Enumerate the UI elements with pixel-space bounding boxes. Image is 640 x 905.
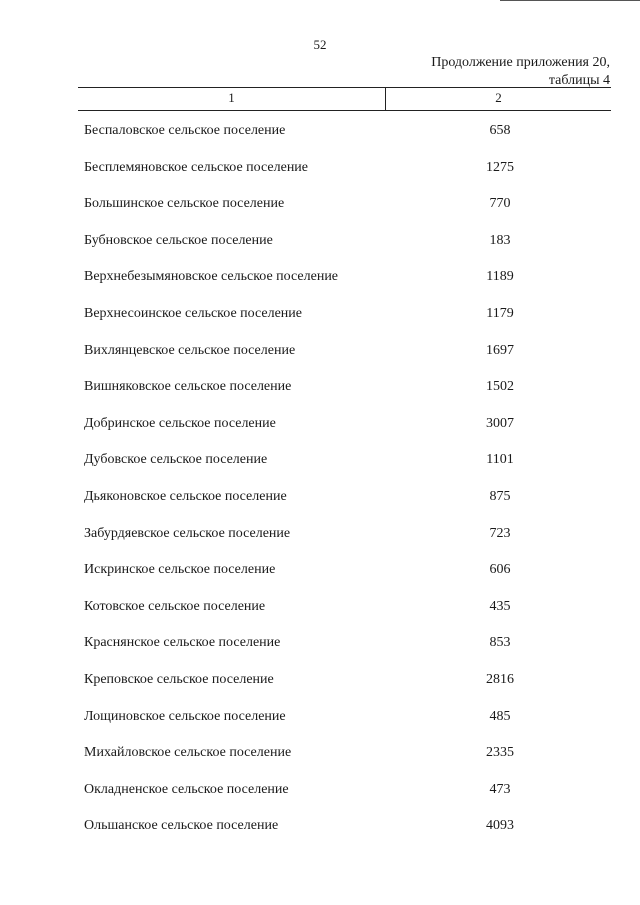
settlement-value: 1101 xyxy=(486,452,514,468)
table-row xyxy=(0,189,640,226)
table-row xyxy=(0,628,640,665)
table-header xyxy=(78,87,611,111)
settlement-value: 2816 xyxy=(486,671,514,687)
top-rule xyxy=(500,0,640,1)
settlement-value: 875 xyxy=(489,488,511,504)
column-header-2: 2 xyxy=(495,90,502,105)
table-row xyxy=(0,372,640,409)
table-row xyxy=(0,299,640,336)
settlement-value: 485 xyxy=(489,708,511,724)
page-number: 52 xyxy=(313,37,327,52)
settlement-name: Искринское сельское поселение xyxy=(84,562,276,578)
table-row xyxy=(0,153,640,190)
settlement-value: 473 xyxy=(489,781,511,797)
settlement-name: Дубовское сельское поселение xyxy=(84,452,268,468)
table-row xyxy=(0,555,640,592)
settlement-name: Михайловское сельское поселение xyxy=(84,745,292,761)
settlement-name: Верхнесоинское сельское поселение xyxy=(84,305,302,321)
settlement-value: 3007 xyxy=(486,415,514,431)
settlement-value: 723 xyxy=(489,525,511,541)
settlement-value: 1275 xyxy=(486,159,514,175)
caption-line-1: Продолжение приложения 20, xyxy=(431,55,610,70)
settlement-value: 183 xyxy=(489,232,511,248)
table-row xyxy=(0,116,640,153)
settlement-name: Верхнебезымяновское сельское поселение xyxy=(84,269,339,285)
table-row xyxy=(0,592,640,629)
table-row xyxy=(0,409,640,446)
table-row xyxy=(0,482,640,519)
settlement-name: Большинское сельское поселение xyxy=(84,196,285,212)
settlement-value: 435 xyxy=(489,598,511,614)
settlement-name: Беспаловское сельское поселение xyxy=(84,123,286,138)
settlement-name: Ольшанское сельское поселение xyxy=(84,818,279,834)
settlement-name: Окладненское сельское поселение xyxy=(84,781,289,797)
caption-line-2: таблицы 4 xyxy=(548,73,610,88)
settlement-name: Краснянское сельское поселение xyxy=(84,635,281,651)
settlement-value: 2335 xyxy=(486,745,514,761)
settlement-value: 4093 xyxy=(486,818,514,834)
settlement-name: Бубновское сельское поселение xyxy=(84,232,273,248)
settlement-value: 1697 xyxy=(486,342,514,358)
table-row xyxy=(0,775,640,812)
settlement-value: 853 xyxy=(489,635,511,651)
settlement-value: 1189 xyxy=(486,269,514,285)
settlement-name: Забурдяевское сельское поселение xyxy=(84,525,291,541)
settlement-value: 770 xyxy=(489,196,511,212)
column-header-1: 1 xyxy=(228,90,235,105)
settlement-name: Креповское сельское поселение xyxy=(84,671,274,687)
table-row xyxy=(0,226,640,263)
settlement-name: Лощиновское сельское поселение xyxy=(84,708,286,724)
table-row xyxy=(0,262,640,299)
settlement-value: 658 xyxy=(489,123,511,138)
table-body xyxy=(0,116,640,848)
settlement-value: 1502 xyxy=(486,379,514,395)
settlement-name: Бесплемяновское сельское поселение xyxy=(84,159,309,175)
settlement-value: 606 xyxy=(489,562,511,578)
table-row xyxy=(0,445,640,482)
settlement-name: Котовское сельское поселение xyxy=(84,598,266,614)
table-row xyxy=(0,738,640,775)
settlement-value: 1179 xyxy=(486,305,514,321)
table-row xyxy=(0,519,640,556)
settlement-name: Дьяконовское сельское поселение xyxy=(84,488,287,504)
settlement-name: Вихлянцевское сельское поселение xyxy=(84,342,296,358)
table-row xyxy=(0,811,640,848)
table-row xyxy=(0,702,640,739)
settlement-name: Добринское сельское поселение xyxy=(84,415,276,431)
table-row xyxy=(0,665,640,702)
settlement-name: Вишняковское сельское поселение xyxy=(84,379,292,395)
table-row xyxy=(0,336,640,373)
